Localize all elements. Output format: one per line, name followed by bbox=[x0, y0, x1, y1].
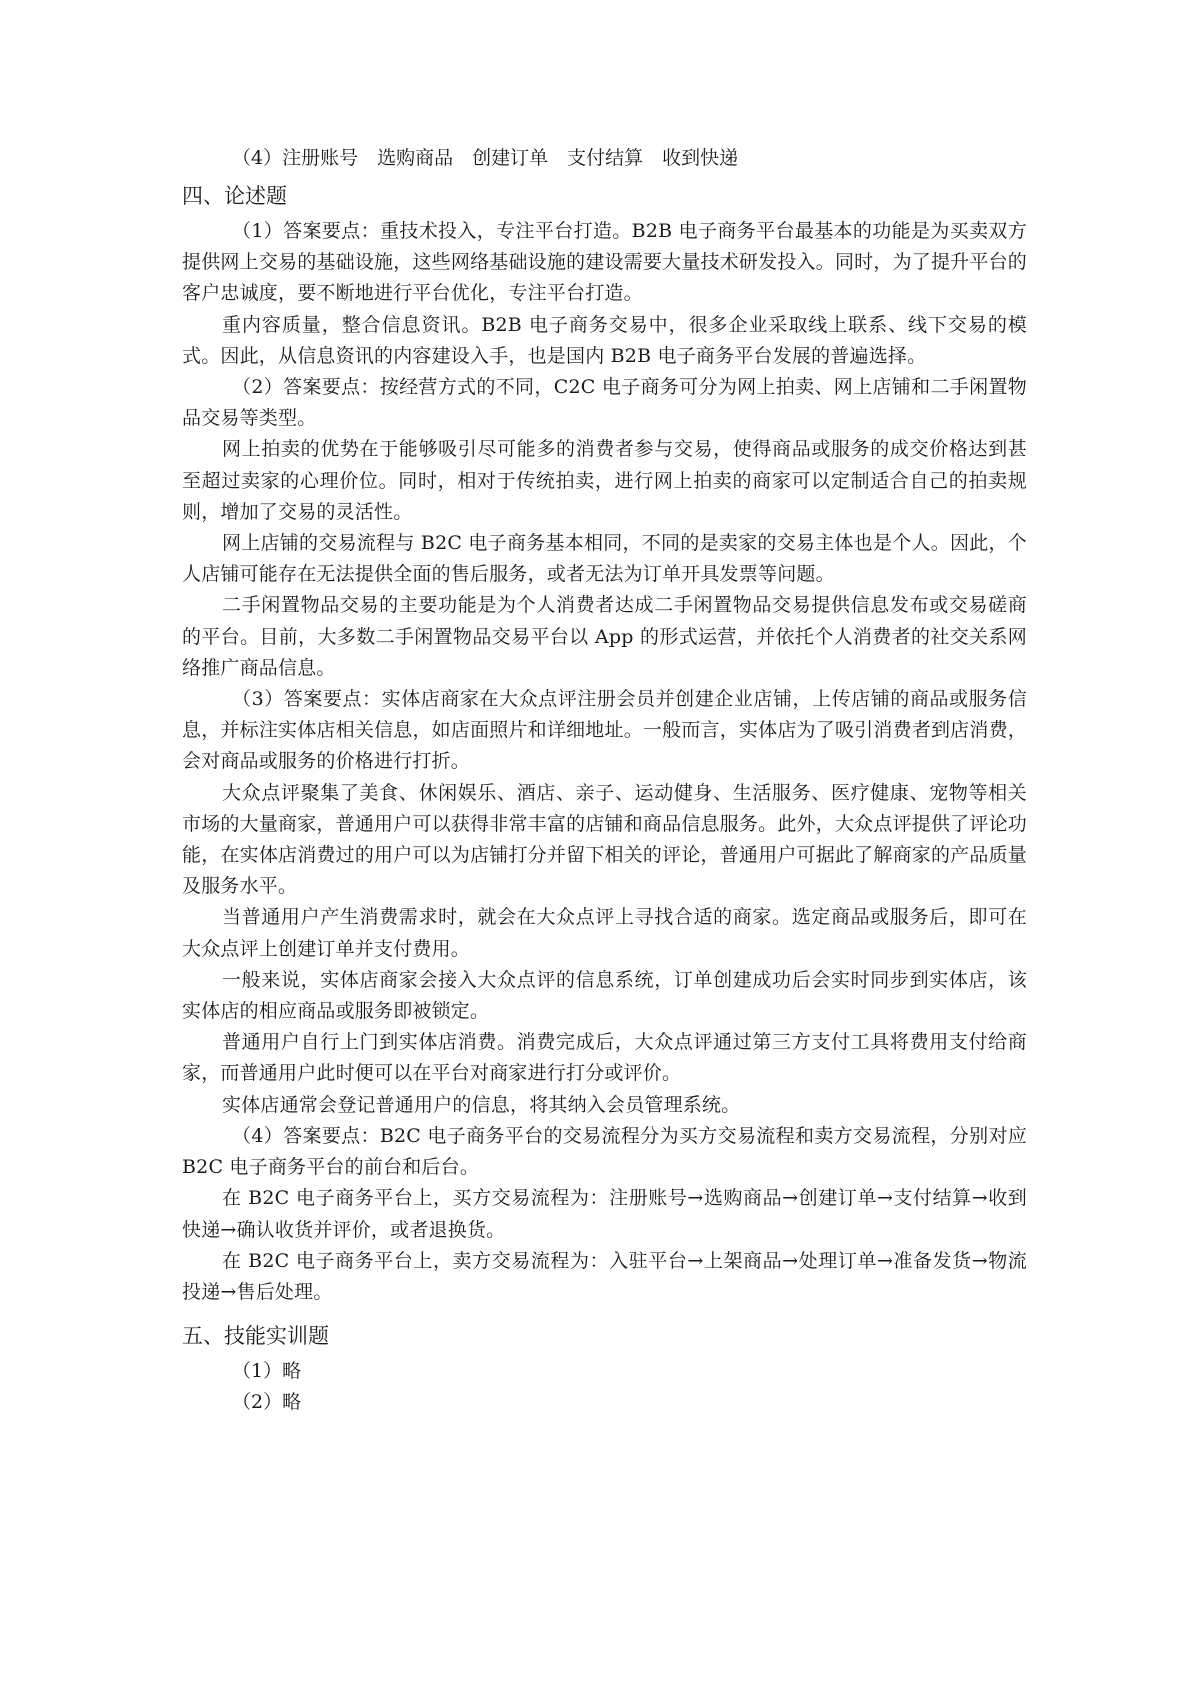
essay-paragraph: （4）答案要点：B2C 电子商务平台的交易流程分为买方交易流程和卖方交易流程，分别对应 B2C 电子商务平台的前台和后台。 bbox=[182, 1124, 1027, 1179]
answer-line-4: （4）注册账号 选购商品 创建订单 支付结算 收到快递 bbox=[232, 147, 739, 169]
essay-paragraph: （2）答案要点：按经营方式的不同，C2C 电子商务可分为网上拍卖、网上店铺和二手闲置物品交易等类型。 bbox=[182, 376, 1027, 430]
essay-paragraph: 在 B2C 电子商务平台上，买方交易流程为：注册账号→选购商品→创建订单→支付结算→收到快递→确认收货并评价，或者退换货。 bbox=[182, 1187, 1027, 1241]
section-heading-skills: 五、技能实训题 bbox=[182, 1324, 329, 1349]
essay-paragraph: 网上店铺的交易流程与 B2C 电子商务基本相同，不同的是卖家的交易主体也是个人。因此，个人店铺可能存在无法提供全面的售后服务，或者无法为订单开具发票等问题。 bbox=[182, 532, 1027, 586]
essay-paragraph: 二手闲置物品交易的主要功能是为个人消费者达成二手闲置物品交易提供信息发布或交易磋商的平台。目前，大多数二手闲置物品交易平台以 App 的形式运营，并依托个人消费者的社交关系网络推广商品信息。 bbox=[182, 594, 1027, 679]
essay-paragraph: 普通用户自行上门到实体店消费。消费完成后，大众点评通过第三方支付工具将费用支付给商家，而普通用户此时便可以在平台对商家进行打分或评价。 bbox=[182, 1031, 1027, 1085]
essay-paragraph: 实体店通常会登记普通用户的信息，将其纳入会员管理系统。 bbox=[222, 1093, 741, 1116]
essay-paragraph: 重内容质量，整合信息资讯。B2B 电子商务交易中，很多企业采取线上联系、线下交易的模式。因此，从信息资讯的内容建设入手，也是国内 B2B 电子商务平台发展的普遍选择。 bbox=[182, 313, 1027, 367]
essay-paragraph: （1）答案要点：重技术投入，专注平台打造。B2B 电子商务平台最基本的功能是为买卖双方提供网上交易的基础设施，这些网络基础设施的建设需要大量技术研发投入。同时，为了提升平台的客户忠诚度，要不断地进行平台优化，专注平台打造。 bbox=[182, 220, 1027, 305]
essay-paragraph: 大众点评聚集了美食、休闲娱乐、酒店、亲子、运动健身、生活服务、医疗健康、宠物等相关市场的大量商家，普通用户可以获得非常丰富的店铺和商品信息服务。此外，大众点评提供了评论功能，在实体店消费过的用户可以为店铺打分并留下相关的评论，普通用户可据此了解商家的产品质量及服务水平。 bbox=[182, 781, 1027, 898]
essay-paragraph: （3）答案要点：实体店商家在大众点评注册会员并创建企业店铺，上传店铺的商品或服务信息，并标注实体店相关信息，如店面照片和详细地址。一般而言，实体店为了吸引消费者到店消费，会对商品或服务的价格进行打折。 bbox=[182, 688, 1027, 773]
skills-item: （2）略 bbox=[232, 1391, 302, 1414]
essay-paragraph: 网上拍卖的优势在于能够吸引尽可能多的消费者参与交易，使得商品或服务的成交价格达到甚至超过卖家的心理价位。同时，相对于传统拍卖，进行网上拍卖的商家可以定制适合自己的拍卖规则，增加了交易的灵活性。 bbox=[182, 438, 1027, 523]
section-heading-essay: 四、论述题 bbox=[182, 184, 287, 208]
essay-paragraph: 在 B2C 电子商务平台上，卖方交易流程为：入驻平台→上架商品→处理订单→准备发货→物流投递→售后处理。 bbox=[182, 1249, 1027, 1303]
skills-item: （1）略 bbox=[232, 1360, 302, 1383]
essay-paragraph: 当普通用户产生消费需求时，就会在大众点评上寻找合适的商家。选定商品或服务后，即可在大众点评上创建订单并支付费用。 bbox=[182, 906, 1027, 960]
essay-paragraph: 一般来说，实体店商家会接入大众点评的信息系统，订单创建成功后会实时同步到实体店，该实体店的相应商品或服务即被锁定。 bbox=[182, 968, 1027, 1023]
